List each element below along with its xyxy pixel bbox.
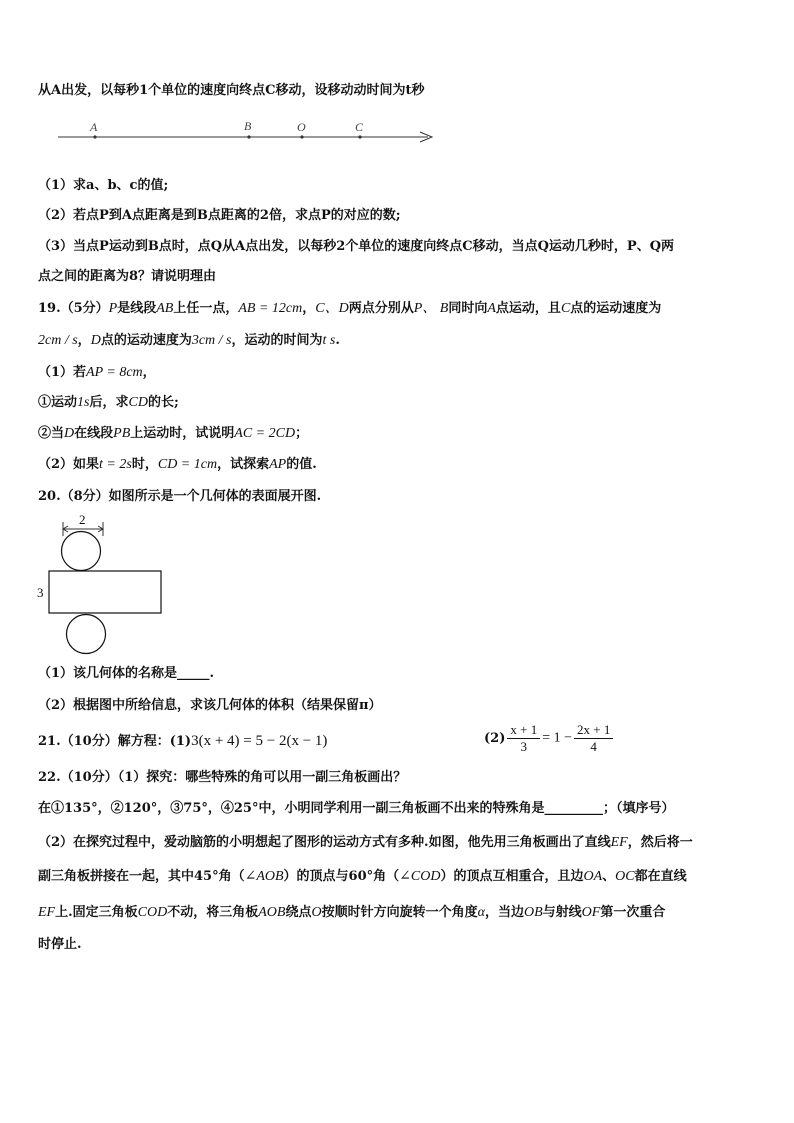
q19-line1 [38,300,661,318]
math-ob: OB [523,905,543,920]
text: ，试探索 [217,457,270,472]
fraction-1 [507,722,540,755]
math-alpha: α [477,905,485,920]
label-a: A [90,120,98,134]
eq1-label: (1) [169,734,192,749]
fraction-1-numerator: x + 1 [507,722,540,739]
text: 副三角板拼接在一起，其中45°角（ [38,869,245,884]
q19-line4 [38,394,179,412]
text: ，然后将一 [627,835,693,850]
fraction-1-denominator: 3 [520,739,528,754]
q20-title: 20.（8分）如图所示是一个几何体的表面展开图. [38,489,322,504]
text: 点运动，且 [495,301,561,316]
text: ； [295,426,309,441]
math-t: t s [322,333,336,348]
text: 都在直线 [634,869,687,884]
text: 的值. [286,457,317,472]
text: ， [142,365,156,380]
text: ）的顶点互相重合，且边 [440,869,584,884]
text: 上运动时，试说明 [130,426,235,441]
math-c: C [560,301,571,316]
q19-line6 [38,456,317,474]
q19-number: 19. [38,301,61,316]
eq2-middle: = 1 − [542,730,572,746]
text: （1）若 [38,365,87,380]
label-b: B [244,119,252,133]
text: 两点分别从 [348,301,414,316]
text: 与射线 [542,905,582,920]
lateral-rectangle [49,571,161,613]
point-o [300,135,303,138]
point-c [358,135,361,138]
point-b [247,135,250,138]
math-of: OF [581,905,601,920]
math-ef: EF [38,905,56,920]
math-ab-len: AB = 12cm [238,301,303,316]
text: 不动，将三角板 [167,905,259,920]
equation-1: 3(x + 4) = 5 − 2(x − 1) [191,733,328,749]
math-cd-eq: CD = 1cm [157,457,218,472]
text: 上.固定三角板 [55,905,138,920]
text: ①运动 [38,395,78,410]
fraction-2 [574,722,613,755]
eq2-label: (2) [484,731,506,746]
math-speed-d: 3cm / s [191,333,232,348]
q21-equation-2 [484,722,615,755]
dim-top-label: 2 [79,512,86,527]
text: ）的顶点与60°角（ [283,869,400,884]
text: 按顺时针方向旋转一个角度 [321,905,478,920]
label-o: O [297,120,306,134]
text: ，运动的时间为 [231,333,323,348]
label-c: C [355,120,364,134]
q19-score: （5分） [60,301,109,316]
q22-line3 [38,834,693,852]
text: 点的运动速度为 [100,333,192,348]
q20-part2: （2）根据图中所给信息，求该几何体的体积（结果保留π） [38,698,382,713]
q22-line6: 时停止. [38,937,82,952]
math-pb: PB [113,426,131,441]
point-a [93,135,96,138]
text: 的长; [147,395,179,410]
math-oc: OC [615,869,635,884]
math-cod: COD [137,905,168,920]
math-cd: C、D [315,301,349,316]
math-oa: OA [583,869,603,884]
text: （2）在探究过程中，爱动脑筋的小明想起了图形的运动方式有多种.如图，他先用三角板画出了直线 [38,835,611,850]
math-ap: AP [269,457,287,472]
q22-line5 [38,904,665,922]
bottom-circle [67,615,106,654]
q19-line2 [38,332,340,350]
math-t2: t = 2s [99,457,132,472]
fraction-2-denominator: 4 [590,739,597,754]
q19-line5 [38,425,308,443]
math-d: D [64,426,75,441]
text: 上任一点， [173,301,239,316]
math-d: D [90,333,101,348]
q18-part2: （2）若点P到A点距离是到B点距离的2倍，求点P的对应的数; [38,208,401,223]
q19-line3 [38,364,156,382]
math-ac-eq: AC = 2CD [234,426,296,441]
cylinder-net-figure [30,508,180,660]
q18-part3-line2: 点之间的距离为8？请说明理由 [38,269,217,284]
text: 绕点 [285,905,312,920]
q22-line4 [38,868,687,886]
q22-title: 22.（10分）（1）探究：哪些特殊的角可以用一副三角板画出？ [38,770,407,785]
top-circle [62,532,101,571]
math-1s: 1s [77,395,90,410]
text: ，当边 [484,905,524,920]
text: 是线段 [117,301,157,316]
q20-part1: （1）该几何体的名称是_____. [38,666,215,681]
text: ， [77,333,91,348]
number-line-figure [40,115,440,165]
math-ef: EF [610,835,628,850]
q18-part3-line1: （3）当点P运动到B点时，点Q从A点出发，以每秒2个单位的速度向终点C移动，当点Q运动几秒时，P、Q两 [38,239,675,254]
q21-line [38,732,327,751]
intro-line: 从A出发，以每秒1个单位的速度向终点C移动，设移动动时间为t秒 [38,83,425,98]
text: 在线段 [74,426,114,441]
text: 点的运动速度为 [570,301,662,316]
dim-side-label: 3 [37,585,44,600]
q22-line2: 在①135°，②120°，③75°，④25°中，小明同学利用一副三角板画不出来的特殊角是_________；（填序号） [38,801,675,816]
math-pb: P、 B [413,301,449,316]
math-aob: AOB [258,905,286,920]
math-cd: CD [128,395,148,410]
q21-title: 21.（10分）解方程： [38,734,170,749]
math-speed-c: 2cm / s [38,333,78,348]
math-o: O [311,905,322,920]
math-ap: AP = 8cm [86,365,143,380]
text: ②当 [38,426,65,441]
q18-part1: （1）求a、b、c的值; [38,178,169,193]
text: 、 [602,869,616,884]
text: 时， [131,457,158,472]
fraction-2-numerator: 2x + 1 [574,722,613,739]
math-ab: AB [156,301,174,316]
text: . [335,333,340,348]
math-angle-aob: ∠AOB [244,869,284,884]
text: （2）如果 [38,457,100,472]
text: 同时向 [448,301,488,316]
math-p: P [108,301,118,316]
text: 第一次重合 [600,905,666,920]
math-angle-cod: ∠COD [399,869,441,884]
text: ， [302,301,316,316]
math-a: A [487,301,496,316]
text: 后，求 [89,395,129,410]
